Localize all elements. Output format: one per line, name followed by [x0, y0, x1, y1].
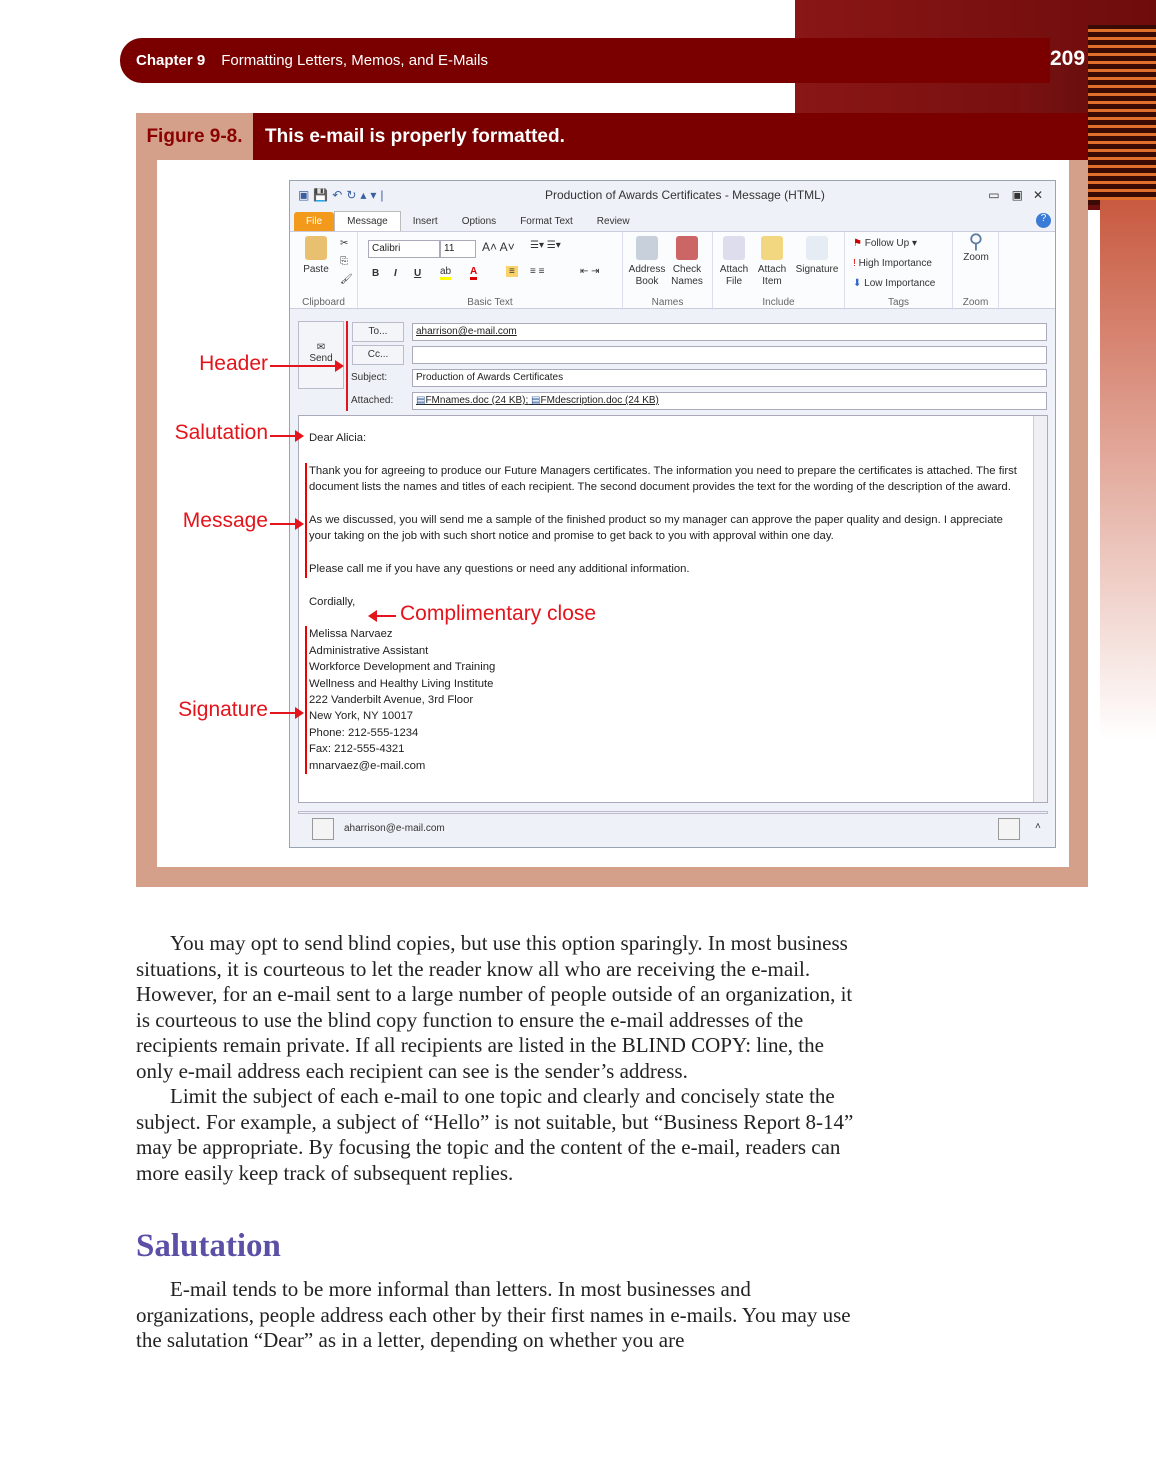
- high-importance-label: High Importance: [858, 258, 932, 269]
- message-annotation: Message: [182, 509, 268, 532]
- signature-line: Wellness and Healthy Living Institute: [309, 677, 494, 690]
- low-importance-button[interactable]: [853, 278, 935, 289]
- signature-line: Phone: 212-555-1234: [309, 726, 419, 739]
- tab-options[interactable]: Options: [461, 216, 497, 227]
- chapter-title: Formatting Letters, Memos, and E-Mails: [221, 52, 488, 69]
- list-icon[interactable]: ☰▾ ☰▾: [530, 240, 561, 251]
- high-importance-button[interactable]: [853, 258, 932, 269]
- body-paragraph: Please call me if you have any questions or need any additional information.: [309, 563, 690, 576]
- figure-caption: This e-mail is properly formatted.: [253, 113, 1088, 160]
- follow-up-label: Follow Up: [864, 238, 910, 249]
- signature-line: Workforce Development and Training: [309, 661, 496, 674]
- group-label: Tags: [887, 297, 910, 308]
- signature-line: mnarvaez@e-mail.com: [309, 759, 426, 772]
- font-size-select[interactable]: 11: [440, 240, 476, 258]
- align-center-icon[interactable]: ≡ ≡: [530, 266, 545, 277]
- paragraph: You may opt to send blind copies, but use this option sparingly. In most business situations, it is courteous to let the reader know all who are receiving the e-mail. However, for an e-mail sent to a large number of people outside of an organization, it is courteous to use the blind copy function to ensure the e-mail addresses of the recipients remain private. If all recipients are listed in the BLIND COPY: line, the only e-mail address each recipient can see is the sender’s address.: [136, 931, 853, 1083]
- ribbon: [290, 231, 1055, 309]
- address-book-icon: [636, 236, 658, 260]
- group-label: Zoom: [962, 297, 989, 308]
- salutation-annotation: Salutation: [174, 421, 268, 444]
- to-button[interactable]: To...: [352, 322, 404, 342]
- attached-label: Attached:: [351, 395, 394, 406]
- complimentary-close: Cordially,: [309, 595, 356, 608]
- signature-line: Administrative Assistant: [309, 644, 429, 657]
- signature-annotation: Signature: [178, 698, 268, 721]
- arrow-icon: [270, 712, 302, 714]
- to-field[interactable]: aharrison@e-mail.com: [412, 323, 1047, 341]
- flag-icon: ⚑: [853, 238, 862, 249]
- send-envelope-icon: ✉: [316, 342, 326, 353]
- basic-text-group: [358, 232, 623, 310]
- address-book-button[interactable]: [627, 236, 667, 288]
- arrow-icon: [270, 435, 302, 437]
- bold-button[interactable]: B: [372, 268, 380, 279]
- people-pane-contact[interactable]: aharrison@e-mail.com: [344, 823, 445, 834]
- page-number: 209: [1050, 47, 1086, 70]
- ribbon-tabs: [290, 209, 1055, 231]
- group-label: Clipboard: [302, 297, 345, 308]
- indent-icon[interactable]: ⇤ ⇥: [580, 266, 600, 277]
- paragraph: Limit the subject of each e-mail to one topic and clearly and concisely state the subject. For example, a subject of “Hello” is not suitable, but “Business Report 8-14” may be appropriate. By focusing the topic and the content of the e-mail, readers can more easily keep track of subsequent replies.: [136, 1084, 854, 1185]
- attachments-field[interactable]: [412, 392, 1047, 410]
- signature-line: Melissa Narvaez: [309, 628, 393, 641]
- signature-line: Fax: 212-555-4321: [309, 743, 405, 756]
- attach-file-label: Attach File: [719, 264, 749, 287]
- check-names-label: Check Names: [671, 264, 703, 287]
- signature-icon: [806, 236, 828, 260]
- arrow-icon: [270, 365, 342, 367]
- quick-access-toolbar[interactable]: ▣💾↶↻▴▾|: [298, 188, 388, 202]
- paragraph: E-mail tends to be more informal than letters. In most businesses and organizations, people address each other by their first names in e-mails. You may use the salutation “Dear” as in a letter, depending on whether you are: [136, 1277, 851, 1352]
- tab-format-text[interactable]: Format Text: [520, 216, 573, 227]
- restore-icon[interactable]: ▣: [1011, 188, 1023, 202]
- include-group: [713, 232, 845, 310]
- zoom-group: [953, 232, 999, 310]
- follow-up-button[interactable]: ⚑ Follow Up ▾: [853, 238, 918, 249]
- signature-label: Signature: [795, 264, 839, 275]
- body-paragraph: Thank you for agreeing to produce our Future Managers certificates. The information you need to prepare the certificates is attached. The first document lists the names and titles of each recipient. The second document provides the text for the wording of the description of the award.: [309, 464, 1017, 494]
- exclamation-icon: !: [853, 258, 856, 269]
- clipboard-icon: [305, 236, 327, 260]
- subject-label: Subject:: [351, 372, 388, 383]
- send-button[interactable]: [298, 321, 344, 389]
- tab-message[interactable]: Message: [334, 211, 401, 231]
- signature-line: 222 Vanderbilt Avenue, 3rd Floor: [309, 694, 474, 707]
- expand-people-pane-icon[interactable]: ˄: [1035, 821, 1041, 832]
- signature-block: [305, 626, 1025, 774]
- attach-file-button[interactable]: [715, 236, 753, 288]
- font-color-icon[interactable]: A: [470, 266, 477, 280]
- attachment[interactable]: FMnames.doc (24 KB);: [425, 395, 529, 406]
- attach-item-button[interactable]: [753, 236, 791, 288]
- contact-photo-icon: [312, 818, 334, 840]
- building-photo: [1088, 25, 1156, 205]
- attach-item-label: Attach Item: [757, 264, 787, 287]
- zoom-button[interactable]: [957, 231, 995, 264]
- underline-button[interactable]: U: [414, 268, 422, 279]
- close-icon[interactable]: ✕: [1032, 188, 1043, 202]
- cc-field[interactable]: [412, 346, 1047, 364]
- signature-line: New York, NY 10017: [309, 710, 414, 723]
- vertical-scrollbar[interactable]: [1033, 416, 1047, 802]
- highlight-icon[interactable]: ab: [440, 266, 451, 280]
- envelope-icon: [761, 236, 783, 260]
- window-title: Production of Awards Certificates - Message (HTML): [544, 188, 825, 202]
- paperclip-icon: [723, 236, 745, 260]
- check-names-button[interactable]: [669, 236, 705, 288]
- paste-label: Paste: [303, 264, 329, 275]
- chapter-header: [120, 38, 1050, 83]
- group-label: Include: [762, 297, 795, 308]
- help-icon[interactable]: ?: [1036, 213, 1051, 228]
- outlook-message-window: [289, 180, 1056, 848]
- people-pane-splitter[interactable]: [298, 811, 1048, 814]
- address-book-label: Address Book: [628, 264, 666, 287]
- font-grow-shrink-icon[interactable]: A˄ A˅: [482, 240, 515, 254]
- close-annotation: Complimentary close: [400, 602, 597, 625]
- send-label: Send: [309, 353, 333, 364]
- group-label: Basic Text: [467, 297, 513, 308]
- signature-button[interactable]: [793, 236, 841, 276]
- attachment[interactable]: FMdescription.doc (24 KB): [540, 395, 659, 406]
- section-heading: Salutation: [136, 1228, 281, 1264]
- low-importance-label: Low Importance: [864, 278, 936, 289]
- header-annotation: Header: [199, 352, 268, 375]
- group-label: Names: [651, 297, 684, 308]
- italic-button[interactable]: I: [394, 268, 397, 279]
- copy-icon[interactable]: ⎘: [340, 256, 348, 267]
- chapter-number: Chapter 9: [136, 52, 206, 69]
- paste-button[interactable]: [296, 236, 336, 276]
- word-doc-icon: ▤: [416, 395, 426, 406]
- bracket-line: [346, 321, 348, 411]
- magnifier-icon: ⚲: [968, 231, 984, 253]
- format-painter-icon[interactable]: 🖌: [340, 274, 353, 285]
- font-select[interactable]: Calibri: [368, 240, 440, 258]
- cut-icon[interactable]: ✂: [340, 238, 349, 249]
- zoom-label: Zoom: [963, 252, 989, 263]
- title-bar: [290, 181, 1055, 209]
- clipboard-group: [290, 232, 358, 310]
- figure-label: Figure 9-8.: [146, 125, 243, 147]
- tab-review[interactable]: Review: [596, 216, 630, 227]
- word-doc-icon: ▤: [531, 395, 541, 406]
- tab-file[interactable]: File: [294, 212, 334, 231]
- align-left-icon[interactable]: ≡: [506, 266, 518, 277]
- body-text: [136, 931, 856, 1186]
- check-names-icon: [676, 236, 698, 260]
- arrow-icon: [270, 523, 302, 525]
- salutation: Dear Alicia:: [309, 432, 367, 444]
- message-paragraphs: [305, 463, 1025, 578]
- cc-button[interactable]: Cc...: [352, 345, 404, 365]
- subject-field[interactable]: Production of Awards Certificates: [412, 369, 1047, 387]
- decorative-fade: [1100, 200, 1156, 740]
- tab-insert[interactable]: Insert: [412, 216, 438, 227]
- names-group: [623, 232, 713, 310]
- down-arrow-icon: ⬇: [853, 278, 862, 289]
- contact-photo-icon: [998, 818, 1020, 840]
- body-paragraph: As we discussed, you will send me a sample of the finished product so my manager can approve the paper quality and design. I appreciate your taking on the job with such short notice and promise to get back to you with approval within one day.: [309, 514, 1003, 543]
- minimize-icon[interactable]: ▭: [988, 188, 1000, 202]
- tags-group: [845, 232, 953, 310]
- arrow-icon: [370, 615, 396, 617]
